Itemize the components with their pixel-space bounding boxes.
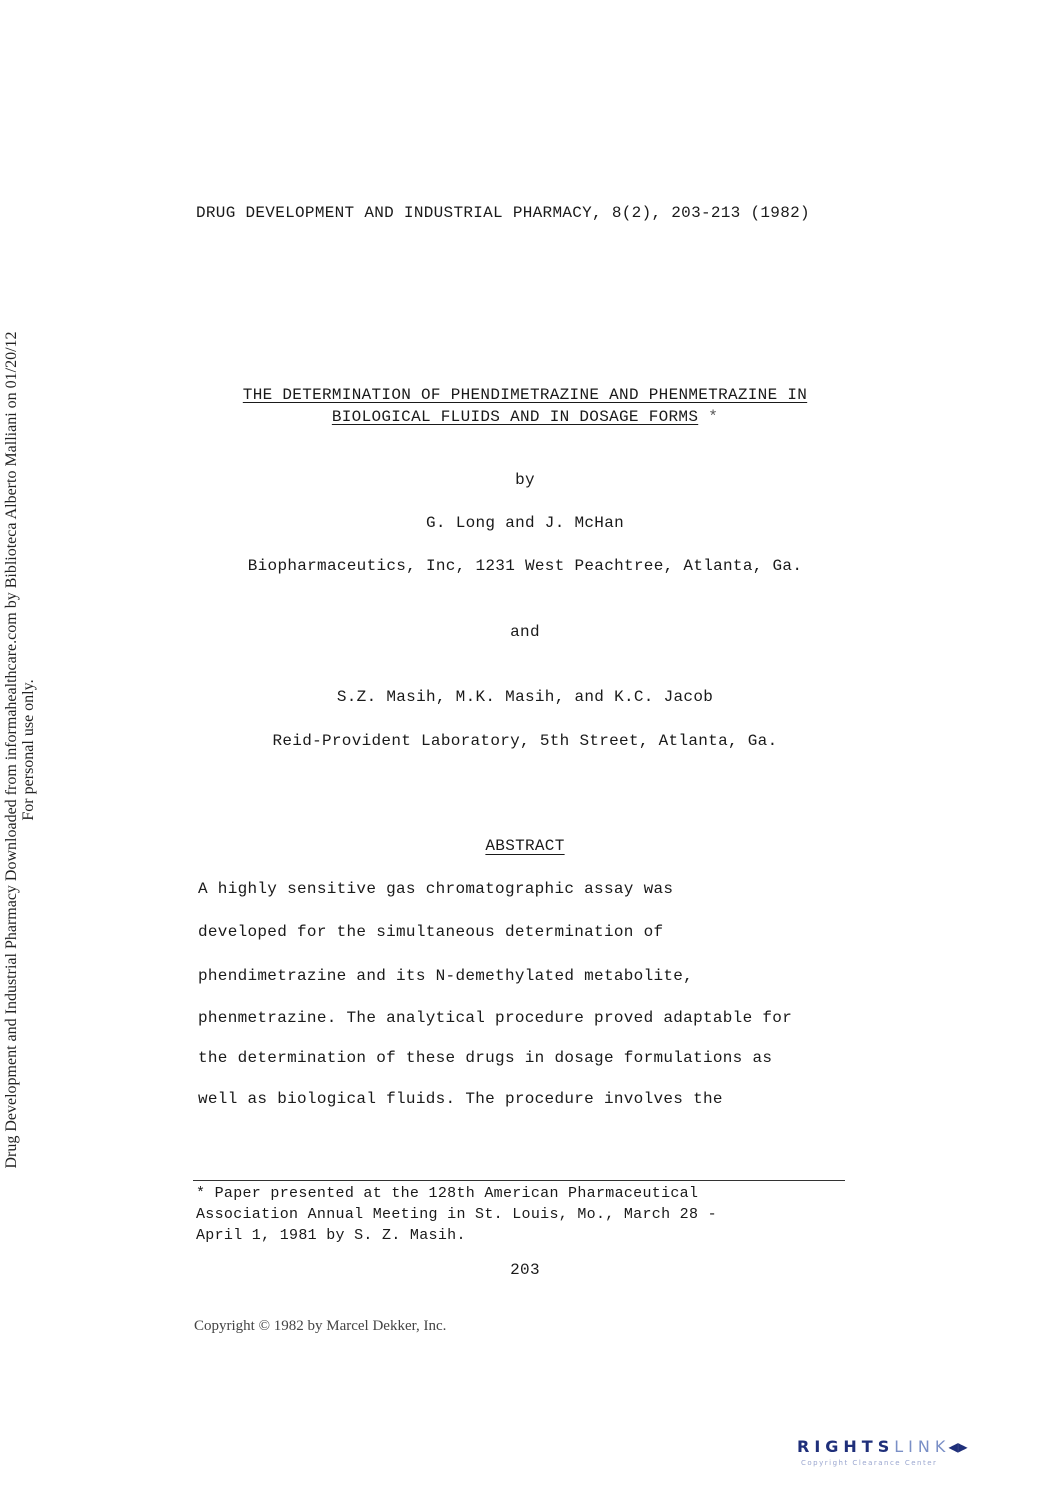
download-notice-line-1: Drug Development and Industrial Pharmacy Downloaded from informahealthcare.com by Biblioteca Alberto Malliani on 01/20/12 (3, 331, 20, 1169)
footnote-divider (193, 1180, 845, 1181)
abstract-line-6: well as biological fluids. The procedure involves the (198, 1090, 723, 1108)
journal-header: DRUG DEVELOPMENT AND INDUSTRIAL PHARMACY, 8(2), 203-213 (1982) (196, 204, 810, 222)
abstract-line-5: the determination of these drugs in dosage formulations as (198, 1049, 773, 1067)
byline-and: and (510, 623, 540, 641)
title-line-1-text: THE DETERMINATION OF PHENDIMETRAZINE AND PHENMETRAZINE IN (242, 386, 808, 404)
abstract-heading (0, 837, 1050, 855)
authors-group-1: G. Long and J. McHan (425, 514, 625, 532)
abstract-line-2: developed for the simultaneous determination of (198, 923, 664, 941)
footnote-line-2: Association Annual Meeting in St. Louis, Mo., March 28 - (196, 1206, 717, 1223)
affiliation-2: Reid-Provident Laboratory, 5th Street, Atlanta, Ga. (272, 732, 778, 750)
abstract-heading-text: ABSTRACT (485, 837, 565, 855)
abstract-line-1: A highly sensitive gas chromatographic assay was (198, 880, 674, 898)
title-line-2-text: BIOLOGICAL FLUIDS AND IN DOSAGE FORMS (331, 408, 699, 426)
page-number: 203 (510, 1261, 540, 1279)
affiliation-1: Biopharmaceutics, Inc, 1231 West Peachtree, Atlanta, Ga. (247, 557, 803, 575)
byline-by: by (515, 471, 535, 489)
title-footnote-marker: * (708, 408, 719, 426)
abstract-line-3: phendimetrazine and its N-demethylated metabolite, (198, 967, 694, 985)
rightslink-logo[interactable] (797, 1437, 1037, 1473)
paper-title-line-2 (0, 408, 1050, 426)
paper-title-line-1 (0, 386, 1050, 404)
copyright-notice: Copyright © 1982 by Marcel Dekker, Inc. (194, 1318, 447, 1334)
abstract-line-4: phenmetrazine. The analytical procedure proved adaptable for (198, 1009, 793, 1027)
logo-text-dark: RIGHTS (797, 1437, 895, 1456)
logo-text-light: LINK (894, 1437, 951, 1456)
rightslink-logo-text (797, 1437, 950, 1456)
authors-group-2: S.Z. Masih, M.K. Masih, and K.C. Jacob (336, 688, 714, 706)
footnote-line-1: * Paper presented at the 128th American Pharmaceutical (196, 1185, 699, 1202)
download-notice-line-2: For personal use only. (20, 679, 37, 821)
logo-subtitle: Copyright Clearance Center (801, 1459, 938, 1467)
logo-arrow-icon: ◀▶ (948, 1437, 968, 1456)
footnote-line-3: April 1, 1981 by S. Z. Masih. (196, 1227, 466, 1244)
